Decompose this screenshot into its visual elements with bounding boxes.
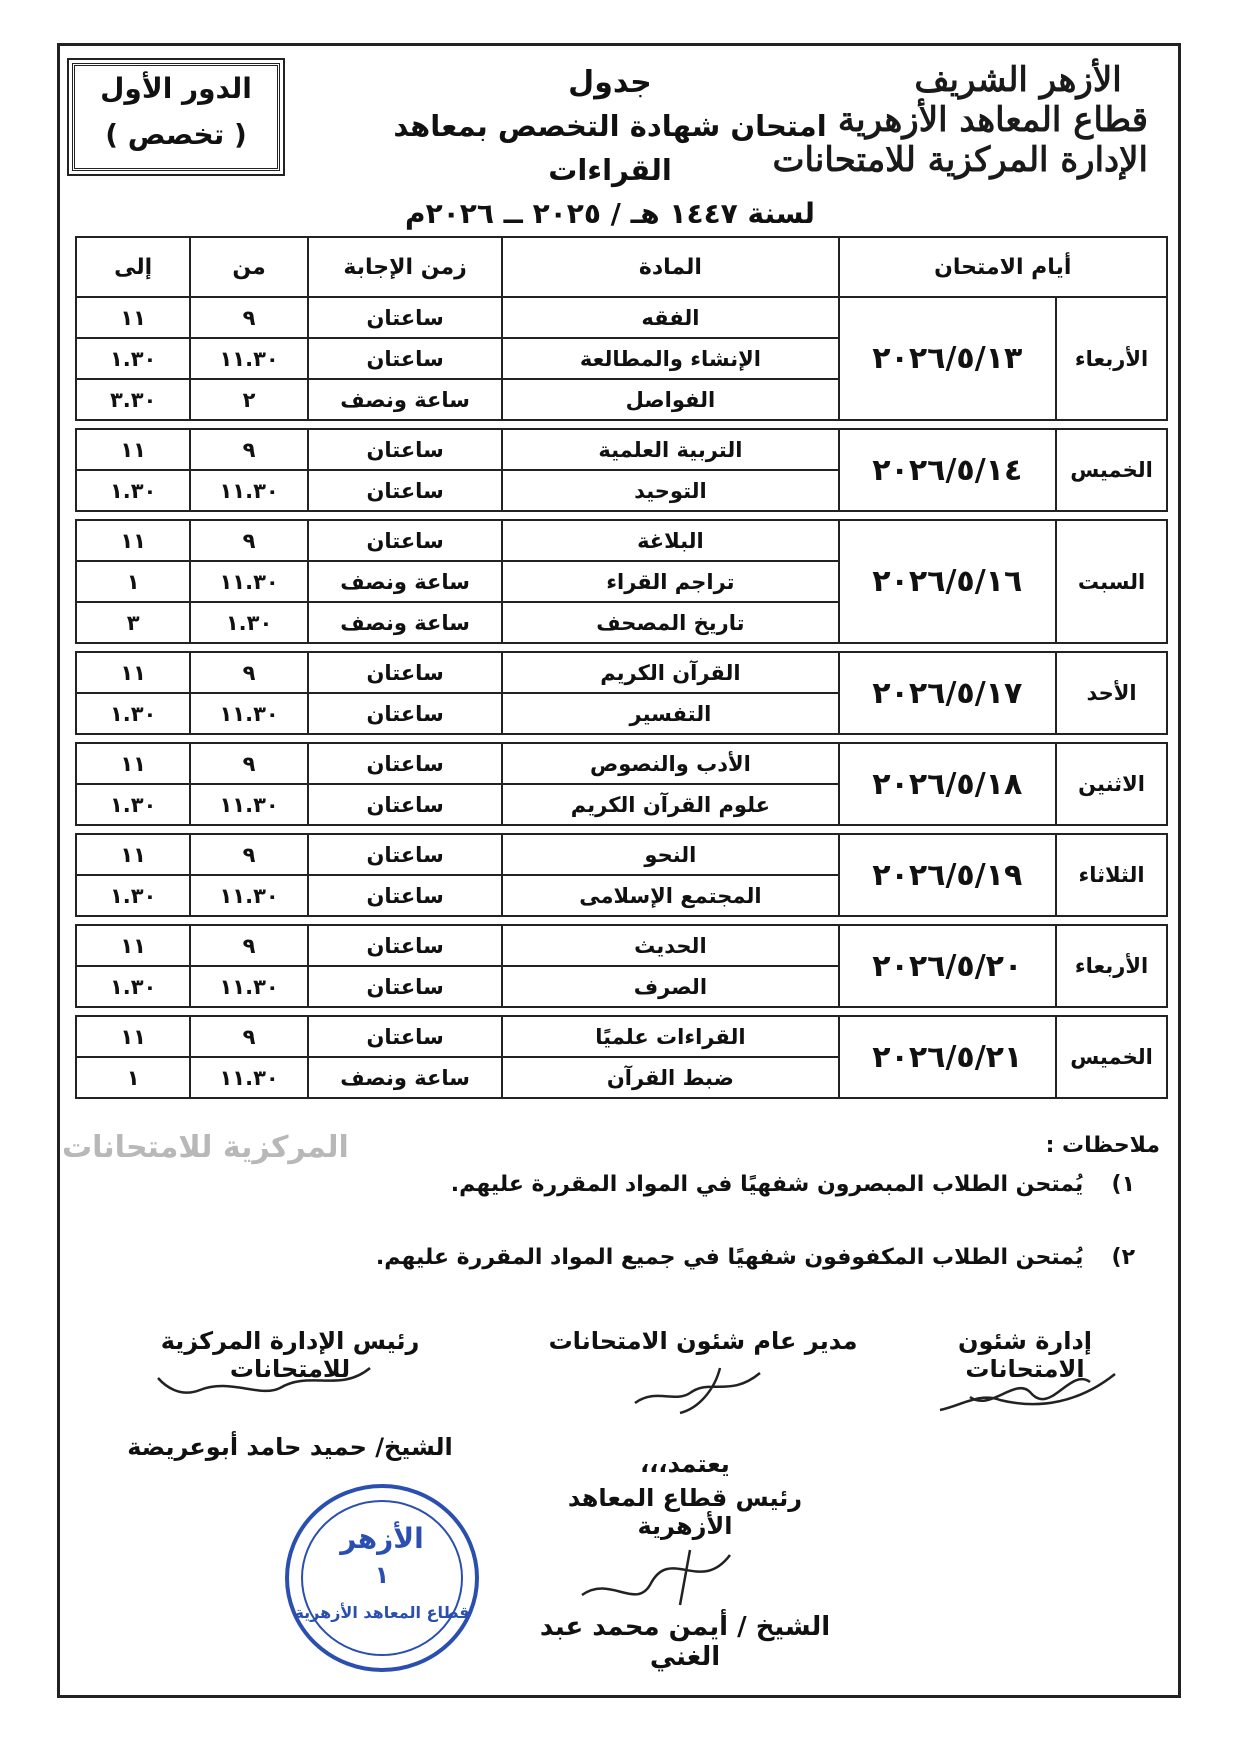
duration-cell: ساعتان — [308, 1016, 502, 1057]
signature-scribble-icon — [620, 1358, 770, 1418]
end-time-cell: ١ — [76, 561, 190, 602]
signature-scribble-icon — [570, 1535, 740, 1615]
duration-cell: ساعتان — [308, 925, 502, 966]
table-header-row — [76, 237, 1167, 297]
signature-scribble-icon — [150, 1358, 380, 1408]
signature-general-manager — [538, 1327, 868, 1355]
subject-cell: ضبط القرآن — [502, 1057, 838, 1098]
notes-title: ملاحظات : — [1045, 1133, 1160, 1158]
group-separator — [76, 734, 1167, 743]
table-row — [76, 520, 1167, 561]
header-exam-days: أيام الامتحان — [839, 237, 1168, 297]
start-time-cell: ٩ — [190, 520, 308, 561]
approval-label: يعتمد،،، — [640, 1450, 730, 1478]
svg-text:١: ١ — [374, 1561, 390, 1589]
duration-cell: ساعتان — [308, 429, 502, 470]
start-time-cell: ١١.٣٠ — [190, 338, 308, 379]
end-time-cell: ١١ — [76, 297, 190, 338]
start-time-cell: ١١.٣٠ — [190, 784, 308, 825]
start-time-cell: ٩ — [190, 834, 308, 875]
group-separator — [76, 511, 1167, 520]
end-time-cell: ١.٣٠ — [76, 338, 190, 379]
academic-year: لسنة ١٤٤٧ هـ / ٢٠٢٥ ــ ٢٠٢٦م — [405, 197, 815, 230]
exam-day: الاثنين — [1056, 743, 1167, 825]
start-time-cell: ١.٣٠ — [190, 602, 308, 643]
group-separator — [76, 916, 1167, 925]
document-subtitle: امتحان شهادة التخصص بمعاهد القراءات — [393, 109, 827, 187]
al-azhar-logo — [772, 60, 1148, 190]
duration-cell: ساعتان — [308, 834, 502, 875]
group-separator-cell — [76, 1007, 1167, 1016]
exam-round-label: الدور الأول — [100, 72, 252, 105]
start-time-cell: ٩ — [190, 297, 308, 338]
group-separator-cell — [76, 916, 1167, 925]
start-time-cell: ١١.٣٠ — [190, 1057, 308, 1098]
group-separator-cell — [76, 420, 1167, 429]
subject-cell: الفواصل — [502, 379, 838, 420]
exam-date: ٢٠٢٦/٥/٢٠ — [839, 925, 1057, 1007]
subject-cell: التربية العلمية — [502, 429, 838, 470]
subject-cell: الصرف — [502, 966, 838, 1007]
start-time-cell: ٩ — [190, 652, 308, 693]
subject-cell: القرآن الكريم — [502, 652, 838, 693]
exam-day: الخميس — [1056, 429, 1167, 511]
end-time-cell: ١.٣٠ — [76, 784, 190, 825]
note-text: يُمتحن الطلاب المكفوفون شفهيًا في جميع المواد المقررة عليهم. — [375, 1245, 1084, 1270]
group-separator — [76, 420, 1167, 429]
end-time-cell: ١.٣٠ — [76, 966, 190, 1007]
exam-day: الأربعاء — [1056, 925, 1167, 1007]
start-time-cell: ١١.٣٠ — [190, 966, 308, 1007]
duration-cell: ساعتان — [308, 520, 502, 561]
table-row — [76, 297, 1167, 338]
group-separator — [76, 1007, 1167, 1016]
duration-cell: ساعة ونصف — [308, 561, 502, 602]
exam-date: ٢٠٢٦/٥/١٣ — [839, 297, 1057, 420]
duration-cell: ساعتان — [308, 338, 502, 379]
end-time-cell: ١١ — [76, 743, 190, 784]
exam-round-box — [72, 63, 280, 171]
end-time-cell: ١١ — [76, 1016, 190, 1057]
start-time-cell: ٩ — [190, 925, 308, 966]
subject-cell: الأدب والنصوص — [502, 743, 838, 784]
signature-title: رئيس الإدارة المركزية للامتحانات — [160, 1327, 420, 1383]
end-time-cell: ٣ — [76, 602, 190, 643]
signature-title: رئيس قطاع المعاهد الأزهرية — [567, 1484, 803, 1540]
svg-text:الأزهر: الأزهر — [340, 1522, 424, 1555]
group-separator-cell — [76, 511, 1167, 520]
official-seal-stamp — [282, 1478, 482, 1678]
exam-day: الأحد — [1056, 652, 1167, 734]
note-number: ١) — [1111, 1172, 1135, 1197]
exam-date: ٢٠٢٦/٥/١٩ — [839, 834, 1057, 916]
start-time-cell: ١١.٣٠ — [190, 470, 308, 511]
subject-cell: التفسير — [502, 693, 838, 734]
header-from: من — [190, 237, 308, 297]
subject-cell: التوحيد — [502, 470, 838, 511]
table-row — [76, 743, 1167, 784]
subject-cell: الإنشاء والمطالعة — [502, 338, 838, 379]
exam-date: ٢٠٢٦/٥/١٨ — [839, 743, 1057, 825]
start-time-cell: ٩ — [190, 743, 308, 784]
duration-cell: ساعة ونصف — [308, 602, 502, 643]
group-separator — [76, 825, 1167, 834]
duration-cell: ساعتان — [308, 693, 502, 734]
subject-cell: تراجم القراء — [502, 561, 838, 602]
subject-cell: القراءات علميًا — [502, 1016, 838, 1057]
duration-cell: ساعتان — [308, 875, 502, 916]
exam-date: ٢٠٢٦/٥/٢١ — [839, 1016, 1057, 1098]
group-separator-cell — [76, 825, 1167, 834]
subject-cell: المجتمع الإسلامى — [502, 875, 838, 916]
duration-cell: ساعة ونصف — [308, 1057, 502, 1098]
title-block — [330, 62, 890, 236]
subject-cell: تاريخ المصحف — [502, 602, 838, 643]
subject-cell: النحو — [502, 834, 838, 875]
table-row — [76, 834, 1167, 875]
end-time-cell: ١١ — [76, 520, 190, 561]
schedule-body — [76, 297, 1167, 1098]
end-time-cell: ١.٣٠ — [76, 693, 190, 734]
group-separator-cell — [76, 734, 1167, 743]
exam-day: الأربعاء — [1056, 297, 1167, 420]
logo-line-2: قطاع المعاهد الأزهرية — [837, 100, 1148, 140]
watermark-text: المركزية للامتحانات — [62, 1130, 349, 1165]
start-time-cell: ٩ — [190, 429, 308, 470]
exam-round-type: ( تخصص ) — [105, 118, 247, 151]
signature-title: إدارة شئون الامتحانات — [957, 1327, 1093, 1383]
duration-cell: ساعتان — [308, 743, 502, 784]
subject-cell: علوم القرآن الكريم — [502, 784, 838, 825]
exam-schedule-table — [75, 236, 1168, 1099]
signature-scribble-icon — [920, 1362, 1130, 1422]
group-separator — [76, 643, 1167, 652]
end-time-cell: ١١ — [76, 925, 190, 966]
header-subject: المادة — [502, 237, 838, 297]
signature-name: الشيخ/ حميد حامد أبوعريضة — [127, 1433, 453, 1461]
end-time-cell: ١١ — [76, 429, 190, 470]
end-time-cell: ١.٣٠ — [76, 470, 190, 511]
duration-cell: ساعتان — [308, 784, 502, 825]
table-row — [76, 925, 1167, 966]
exam-day: السبت — [1056, 520, 1167, 643]
start-time-cell: ١١.٣٠ — [190, 693, 308, 734]
subject-cell: الفقه — [502, 297, 838, 338]
start-time-cell: ٢ — [190, 379, 308, 420]
header-to: إلى — [76, 237, 190, 297]
note-item-1 — [451, 1172, 1135, 1197]
signature-title: مدير عام شئون الامتحانات — [548, 1327, 858, 1355]
end-time-cell: ١ — [76, 1057, 190, 1098]
note-text: يُمتحن الطلاب المبصرون شفهيًا في المواد المقررة عليهم. — [450, 1172, 1084, 1197]
exam-date: ٢٠٢٦/٥/١٦ — [839, 520, 1057, 643]
duration-cell: ساعتان — [308, 470, 502, 511]
table-row — [76, 429, 1167, 470]
signature-name: الشيخ / أيمن محمد عبد الغني — [539, 1612, 831, 1672]
end-time-cell: ٣.٣٠ — [76, 379, 190, 420]
svg-text:قطاع المعاهد الأزهرية: قطاع المعاهد الأزهرية — [294, 1603, 470, 1622]
subject-cell: البلاغة — [502, 520, 838, 561]
start-time-cell: ٩ — [190, 1016, 308, 1057]
end-time-cell: ١.٣٠ — [76, 875, 190, 916]
end-time-cell: ١١ — [76, 834, 190, 875]
table-row — [76, 652, 1167, 693]
table-row — [76, 1016, 1167, 1057]
duration-cell: ساعة ونصف — [308, 379, 502, 420]
header-duration: زمن الإجابة — [308, 237, 502, 297]
duration-cell: ساعتان — [308, 652, 502, 693]
group-separator-cell — [76, 643, 1167, 652]
start-time-cell: ١١.٣٠ — [190, 875, 308, 916]
start-time-cell: ١١.٣٠ — [190, 561, 308, 602]
duration-cell: ساعتان — [308, 297, 502, 338]
note-number: ٢) — [1111, 1245, 1135, 1270]
exam-date: ٢٠٢٦/٥/١٧ — [839, 652, 1057, 734]
exam-day: الثلاثاء — [1056, 834, 1167, 916]
logo-line-1: الأزهر الشريف — [914, 60, 1122, 100]
end-time-cell: ١١ — [76, 652, 190, 693]
subject-cell: الحديث — [502, 925, 838, 966]
exam-day: الخميس — [1056, 1016, 1167, 1098]
logo-line-3: الإدارة المركزية للامتحانات — [772, 140, 1148, 180]
document-title: جدول — [568, 65, 652, 100]
note-item-2 — [376, 1245, 1135, 1270]
exam-date: ٢٠٢٦/٥/١٤ — [839, 429, 1057, 511]
duration-cell: ساعتان — [308, 966, 502, 1007]
